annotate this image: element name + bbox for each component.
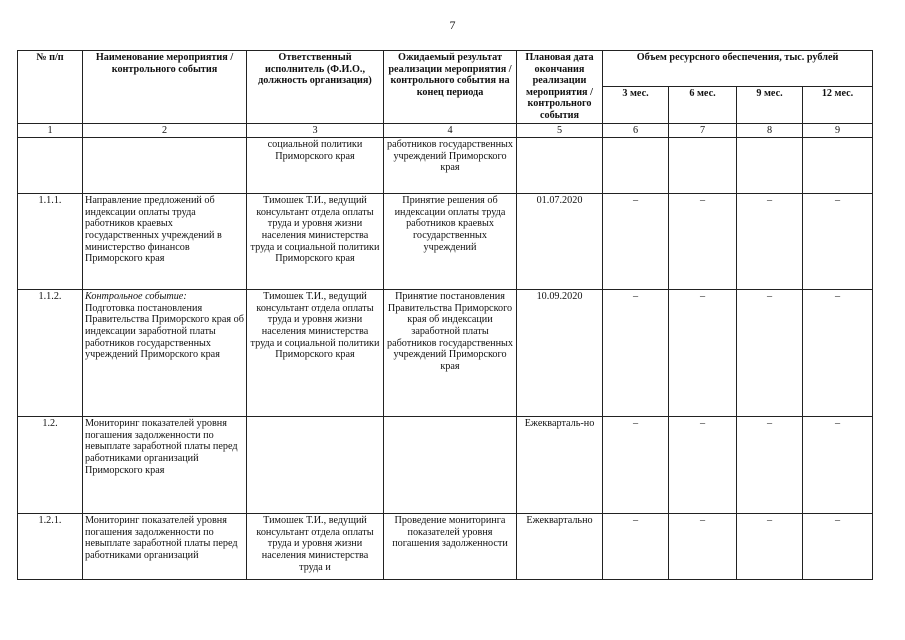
header-date: Плановая дата окончания реализации мероприятия / контрольного события: [517, 51, 603, 124]
row-3-months: –: [603, 194, 669, 290]
row-executor: Тимошек Т.И., ведущий консультант отдела оплаты труда и уровня жизни населения министерства труда и: [247, 514, 384, 580]
table-row: [18, 417, 873, 514]
row-name-cell: [83, 290, 247, 417]
row-num: [18, 138, 83, 194]
row-executor: Тимошек Т.И., ведущий консультант отдела оплаты труда и уровня жизни населения министерства труда и социальной политики Приморского края: [247, 290, 384, 417]
header-row: [18, 51, 873, 87]
column-index: 6: [603, 123, 669, 138]
row-result: работников государственных учреждений Приморского края: [384, 138, 517, 194]
row-num: 1.2.: [18, 417, 83, 514]
control-event-label: Контрольное событие:: [85, 291, 187, 303]
row-12-months: –: [803, 290, 873, 417]
row-9-months: [737, 138, 803, 194]
row-num: 1.1.1.: [18, 194, 83, 290]
column-index: 4: [384, 123, 517, 138]
row-date: Ежекварталь-но: [517, 417, 603, 514]
row-3-months: –: [603, 514, 669, 580]
row-date: Ежеквартально: [517, 514, 603, 580]
row-6-months: –: [669, 514, 737, 580]
row-6-months: –: [669, 290, 737, 417]
row-12-months: –: [803, 194, 873, 290]
row-name: Направление предложений об индексации оплаты труда работников краевых государственных учреждений в министерство финансов Приморского края: [83, 194, 247, 290]
row-executor: социальной политики Приморского края: [247, 138, 384, 194]
page-number: 7: [449, 18, 456, 32]
row-executor: Тимошек Т.И., ведущий консультант отдела оплаты труда и уровня жизни населения министерства труда и социальной политики Приморского края: [247, 194, 384, 290]
column-index: 2: [83, 123, 247, 138]
row-result: Проведение мониторинга показателей уровня погашения задолженности: [384, 514, 517, 580]
column-index: 9: [803, 123, 873, 138]
row-9-months: –: [737, 514, 803, 580]
row-result: Принятие решения об индексации оплаты труда работников краевых государственных учреждений: [384, 194, 517, 290]
header-name: Наименование мероприятия / контрольного события: [83, 51, 247, 124]
row-9-months: –: [737, 417, 803, 514]
column-index: 3: [247, 123, 384, 138]
row-3-months: –: [603, 290, 669, 417]
row-6-months: –: [669, 417, 737, 514]
header-3-months: 3 мес.: [603, 87, 669, 123]
column-index-row: [18, 123, 873, 138]
column-index: 7: [669, 123, 737, 138]
row-name: Мониторинг показателей уровня погашения задолженности по невыплате заработной платы перед работниками организаций: [83, 514, 247, 580]
row-date: [517, 138, 603, 194]
column-index: 1: [18, 123, 83, 138]
header-9-months: 9 мес.: [737, 87, 803, 123]
row-12-months: –: [803, 514, 873, 580]
row-num: 1.1.2.: [18, 290, 83, 417]
header-result: Ожидаемый результат реализации мероприятия / контрольного события на конец периода: [384, 51, 517, 124]
row-result: Принятие постановления Правительства Приморского края об индексации заработной платы работников государственных учреждений Приморского края: [384, 290, 517, 417]
table-row: [18, 194, 873, 290]
row-result: [384, 417, 517, 514]
row-name: Мониторинг показателей уровня погашения задолженности по невыплате заработной платы перед работниками организаций Приморского края: [83, 417, 247, 514]
row-3-months: [603, 138, 669, 194]
row-date: 01.07.2020: [517, 194, 603, 290]
header-executor: Ответственный исполнитель (Ф.И.О., должность организация): [247, 51, 384, 124]
table-row: [18, 514, 873, 580]
table-row: [18, 138, 873, 194]
row-9-months: –: [737, 194, 803, 290]
row-executor: [247, 417, 384, 514]
header-6-months: 6 мес.: [669, 87, 737, 123]
row-12-months: –: [803, 417, 873, 514]
action-plan-table: [17, 50, 873, 580]
row-6-months: [669, 138, 737, 194]
row-date: 10.09.2020: [517, 290, 603, 417]
row-name: [83, 138, 247, 194]
column-index: 8: [737, 123, 803, 138]
header-num: № п/п: [18, 51, 83, 124]
row-6-months: –: [669, 194, 737, 290]
row-num: 1.2.1.: [18, 514, 83, 580]
row-3-months: –: [603, 417, 669, 514]
table-row: [18, 290, 873, 417]
row-9-months: –: [737, 290, 803, 417]
header-resources: Объем ресурсного обеспечения, тыс. рублей: [603, 51, 873, 87]
row-12-months: [803, 138, 873, 194]
row-name: Подготовка постановления Правительства Приморского края об индексации заработной платы работников государственных учреждений Приморского края: [85, 302, 244, 361]
header-12-months: 12 мес.: [803, 87, 873, 123]
column-index: 5: [517, 123, 603, 138]
